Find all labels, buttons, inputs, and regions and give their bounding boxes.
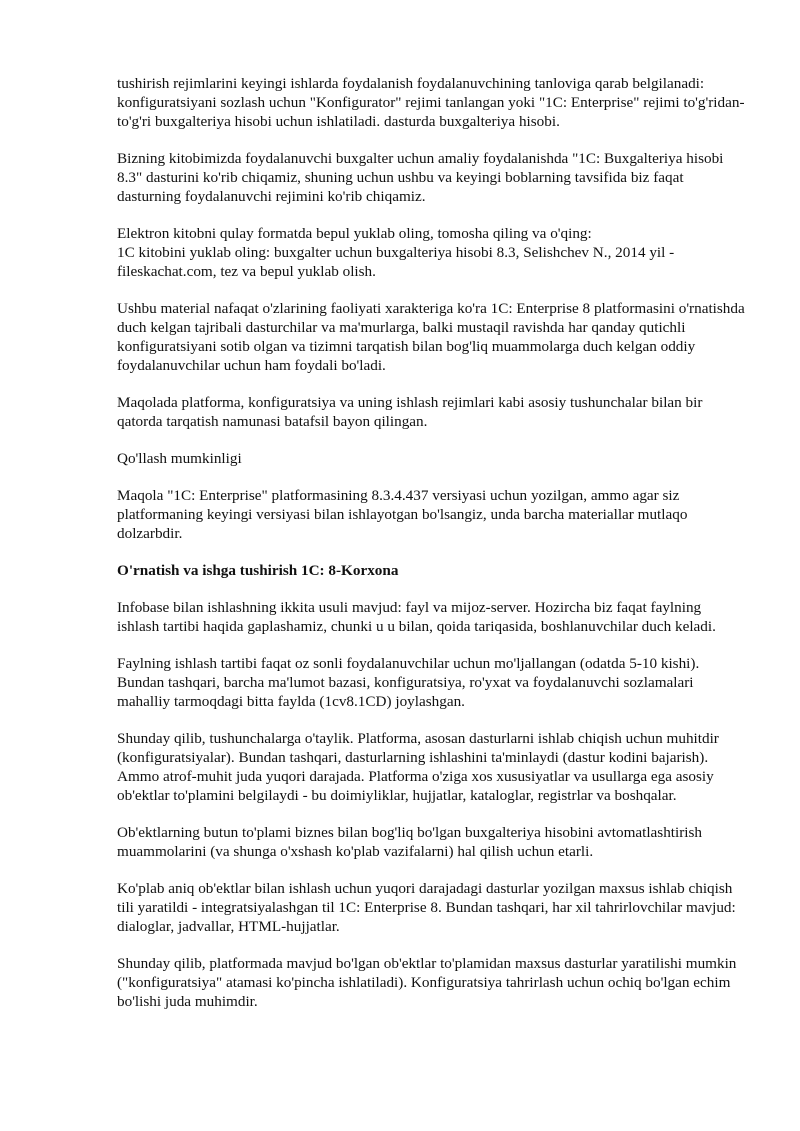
paragraph-configuration: Shunday qilib, platformada mavjud bo'lgan ob'ektlar to'plamidan maxsus dasturlar yaratilishi mumkin ("konfiguratsiya" atamasi ko'pincha ishlatiladi). Konfiguratsiya tahrirlash uchun ochiq bo'lgan echim bo'lishi juda muhimdir. — [117, 955, 737, 1010]
paragraph-audience: Ushbu material nafaqat o'zlarining faoliyati xarakteriga ko'ra 1C: Enterprise 8 platformasini o'rnatishda duch kelgan tajribali dasturchilar va ma'murlarga, balki mustaqil ravishda har qanday qutichli konfiguratsiyani sotib olgan va tizimni tarqatish bilan bog'liq muammolarga duch kelgan oddiy foydalanuvchilar uchun ham foydali bo'ladi. — [117, 300, 745, 374]
paragraph-book-scope: Bizning kitobimizda foydalanuvchi buxgalter uchun amaliy foydalanishda "1C: Buxgalteriya hisobi 8.3" dasturini ko'rib chiqamiz, shuning uchun ushbu va keyingi boblarning tavsifida biz faqat dasturning foydalanuvchi rejimini ko'rib chiqamiz. — [117, 150, 724, 205]
paragraph-version-note: Maqola "1C: Enterprise" platformasining 8.3.4.437 versiyasi uchun yozilgan, ammo agar siz platformaning keyingi versiyasi bilan ishlayotgan bo'lsangiz, unda barcha materiallar mutlaqo dolzarbdir. — [117, 487, 688, 542]
paragraph-article-summary: Maqolada platforma, konfiguratsiya va uning ishlash rejimlari kabi asosiy tushunchalar bilan bir qatorda tarqatish namunasi batafsil bayon qilingan. — [117, 394, 703, 430]
paragraph-launch-modes: tushirish rejimlarini keyingi ishlarda foydalanish foydalanuvchining tanloviga qarab belgilanadi: konfiguratsiyani sozlash uchun "Konfigurator" rejimi tanlangan yoki "1C: Enterprise" rejimi to'g'ridan-to'g'ri buxgalteriya hisobi uchun ishlatiladi. dasturda buxgalteriya hisobi. — [117, 75, 745, 130]
paragraph-objects-set: Ob'ektlarning butun to'plami biznes bilan bog'liq bo'lgan buxgalteriya hisobini avtomatlashtirish muammolarini (va shunga o'xshash ko'plab vazifalarni) hal qilish uchun etarli. — [117, 824, 703, 860]
section-heading: O'rnatish va ishga tushirish 1C: 8-Korxona — [117, 562, 399, 579]
paragraph-file-mode: Faylning ishlash tartibi faqat oz sonli foydalanuvchilar uchun mo'ljallangan (odatda 5-10 kishi). Bundan tashqari, barcha ma'lumot bazasi, konfiguratsiya, ro'yxat va foydalanuvchi sozlamalari mahalliy tarmoqdagi bitta faylda (1cv8.1CD) joylashgan. — [117, 655, 700, 710]
paragraph-infobase-modes: Infobase bilan ishlashning ikkita usuli mavjud: fayl va mijoz-server. Hozircha biz faqat faylning ishlash tartibi haqida gaplashamiz, chunki u u bilan, qoida tariqasida, boshlanuvchilar duch keladi. — [117, 599, 716, 635]
paragraph-platform-concepts: Shunday qilib, tushunchalarga o'taylik. Platforma, asosan dasturlarni ishlab chiqish uchun muhitdir (konfiguratsiyalar). Bundan tashqari, dasturlarning ishlashini ta'minlaydi (dastur kodini bajarish). Ammo atrof-muhit juda yuqori darajada. Platforma o'ziga xos xususiyatlar va usullarga ega asosiy ob'ektlar to'plamini belgilaydi - bu doimiyliklar, hujjatlar, kataloglar, registrlar va boshqalar. — [117, 730, 719, 804]
paragraph-dev-language: Ko'plab aniq ob'ektlar bilan ishlash uchun yuqori darajadagi dasturlar yozilgan maxsus ishlab chiqish tili yaratildi - integratsiyalashgan til 1C: Enterprise 8. Bundan tashqari, har xil tahrirlovchilar mavjud: dialoglar, jadvallar, HTML-hujjatlar. — [117, 880, 736, 935]
document-page — [117, 74, 747, 1029]
paragraph-download: Elektron kitobni qulay formatda bepul yuklab oling, tomosha qiling va o'qing: 1C kitobini yuklab oling: buxgalter uchun buxgalteriya hisobi 8.3, Selishchev N., 2014 yil - fileskachat.com, tez va bepul yuklab olish. — [117, 225, 675, 280]
paragraph-applicability-label: Qo'llash mumkinligi — [117, 450, 242, 467]
